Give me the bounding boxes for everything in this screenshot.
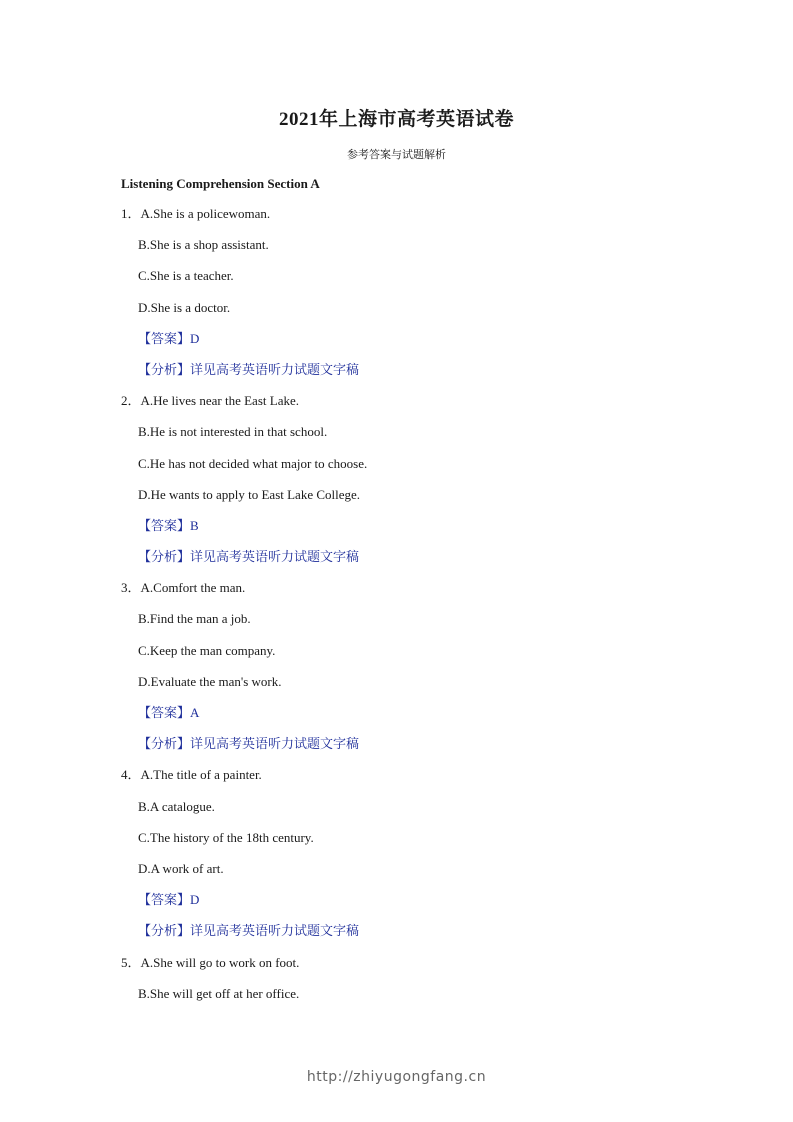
question-1-option-c: C.She is a teacher. bbox=[138, 268, 234, 284]
question-3-analysis: 【分析】详见高考英语听力试题文字稿 bbox=[138, 736, 360, 752]
question-4-analysis: 【分析】详见高考英语听力试题文字稿 bbox=[138, 923, 360, 939]
question-4-option-d: D.A work of art. bbox=[138, 860, 224, 876]
question-1-option-a: 1．A.She is a policewoman. bbox=[121, 198, 681, 229]
footer-url[interactable]: http://zhiyugongfang.cn bbox=[306, 1069, 487, 1085]
question-number: 2． bbox=[121, 393, 141, 409]
question-2-option-d: D.He wants to apply to East Lake College. bbox=[138, 486, 361, 502]
section-heading: Listening Comprehension Section A bbox=[121, 176, 320, 191]
question-number: 3． bbox=[121, 580, 141, 596]
question-2-analysis: 【分析】详见高考英语听力试题文字稿 bbox=[138, 549, 360, 565]
page-title: 2021年上海市高考英语试卷 bbox=[278, 109, 514, 130]
question-number: 1． bbox=[121, 206, 141, 221]
question-3-option-c: C.Keep the man company. bbox=[138, 642, 276, 658]
question-3-option-d: D.Evaluate the man's work. bbox=[138, 673, 282, 689]
question-3-option-b: B.Find the man a job. bbox=[138, 611, 251, 627]
question-3-option-a: 3．A.Comfort the man. bbox=[121, 572, 681, 603]
question-2-answer: 【答案】B bbox=[138, 517, 199, 533]
question-number: 4． bbox=[121, 767, 141, 783]
question-4-option-a: 4．A.The title of a painter. bbox=[121, 759, 681, 790]
question-2-option-a: 2．A.He lives near the East Lake. bbox=[121, 385, 681, 416]
question-5-option-a: 5．A.She will go to work on foot. bbox=[121, 947, 681, 978]
question-1-answer: 【答案】D bbox=[138, 330, 200, 346]
question-4-answer: 【答案】D bbox=[138, 892, 200, 908]
question-1-analysis: 【分析】详见高考英语听力试题文字稿 bbox=[138, 361, 360, 377]
question-3-answer: 【答案】A bbox=[138, 705, 200, 720]
page-subtitle: 参考答案与试题解析 bbox=[347, 149, 446, 161]
question-2-option-b: B.He is not interested in that school. bbox=[138, 424, 328, 440]
question-number: 5． bbox=[121, 954, 141, 970]
question-1-option-d: D.She is a doctor. bbox=[138, 299, 231, 315]
question-1-option-b: B.She is a shop assistant. bbox=[138, 237, 269, 253]
question-5-option-b: B.She will get off at her office. bbox=[138, 985, 300, 1001]
question-list bbox=[121, 198, 681, 1009]
question-2-option-c: C.He has not decided what major to choose. bbox=[138, 455, 368, 471]
question-4-option-b: B.A catalogue. bbox=[138, 798, 215, 814]
question-4-option-c: C.The history of the 18th century. bbox=[138, 829, 314, 845]
